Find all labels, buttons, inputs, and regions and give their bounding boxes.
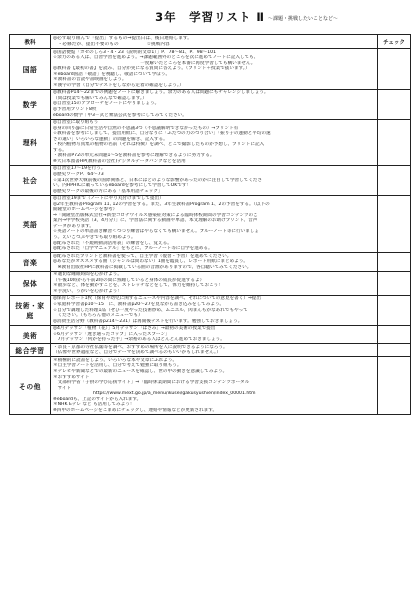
check-cell[interactable] (378, 165, 411, 195)
task-list (51, 295, 378, 325)
subject-name: 総合学習 (10, 344, 51, 357)
task-list (51, 271, 378, 295)
subject-row (10, 89, 411, 119)
subject-row (10, 119, 411, 165)
subject-name: 保体 (10, 271, 51, 295)
subject-row (10, 195, 411, 252)
task-line: ☆第1次世界大戦前後の国際関係と、日本にはどのような影響があったのかに注目して学習してくださ (53, 177, 263, 183)
check-cell[interactable] (378, 119, 411, 165)
task-line: ☆英語ノートの単語書き練習＜つづり練習はやらなくても構いません。ブルーノート等に行いましょ (53, 229, 259, 235)
task-line: ◎自習室15のアプローチをノートにやりましょう。 (53, 101, 160, 107)
task-line: ※eboardも、上記のサイトから入れます。 (53, 396, 142, 402)
task-line: ◎自習室19まで（ノートにやり丸付けまでして提出） (53, 196, 164, 202)
task-line: ◎自習室に取り組もう (53, 120, 99, 126)
task-line: ＊eboard国語「敬語」を視聴し、敬語について学ぼう。 (53, 71, 171, 77)
task-list (51, 89, 378, 119)
subject-name: 国語 (10, 49, 51, 90)
task-line: ◎歴史ワークP．64～73 (53, 171, 104, 177)
task-line: する。 (53, 147, 67, 153)
subject-name: その他 (10, 357, 51, 414)
task-line: サイト (53, 385, 72, 391)
subject-row (10, 344, 411, 357)
subject-name: 英語 (10, 195, 51, 252)
task-line: ◎教科書P14～22までの例題をノートに解きましょう。余力のある人は問題にもチャレンジしましょう。 (53, 90, 269, 96)
task-line: （仏像や世界遺産など、自分でテーマを決めて調べるのもいいかもしれません。） (53, 350, 221, 356)
task-list (51, 344, 378, 357)
check-cell[interactable] (378, 253, 411, 272)
header-row (10, 35, 411, 49)
subject-name: 理科 (10, 119, 51, 165)
task-line: ◎教科書【最初の書】を読み、自分が実になる質問に答えよう。（プリント＋授業で扱います。） (53, 66, 250, 72)
task-list (51, 195, 378, 252)
task-line: 一度解いたところを本番に再度学習しても構いません。 (53, 60, 256, 66)
task-line: ☆余力のある人は、自習学習を進めよう。→課題範囲外のところを次に進めてノートに記入しても、 (53, 55, 259, 61)
task-line: ☆自分で調理した料理1品（ぜひ一度やった技術炒め、ムニエル、肉まんもがなあれでもやって (53, 307, 248, 313)
task-list (51, 357, 378, 414)
task-line: データがあります。 (53, 223, 94, 229)
subject-row (10, 165, 411, 195)
check-cell[interactable] (378, 344, 411, 357)
task-line: 開隆堂のホームページを参考） (53, 207, 118, 213)
task-line: https://www.mext.go.jp/a_menu/ikusei/gakusyushien/index_00001.htm (93, 391, 256, 397)
task-list (51, 325, 378, 344)
task-line: い。内HPHICに載っているeboardを参考にして学習してOKです！ (53, 183, 192, 189)
check-cell[interactable] (378, 357, 411, 414)
task-line: ・校内植物写真集の植物の名前（それは特徴）を調べ、どこで撮影したものか予想し、プリントに記入 (53, 142, 265, 148)
page-subtitle: ～課題・挑戦したいことなど～ (268, 16, 339, 22)
task-list (51, 165, 378, 195)
subject-row (10, 295, 411, 325)
task-line: ◎2年生教科書Program 11, 12の学習をする。また、3年生教科書Program 1、2の予習をする。（以下の (53, 201, 270, 207)
task-line: ☆教科書を参考にしまして、提出用紙に、自分なりに「ふたつの力のつり合い」「振り子の運動と平均の速 (53, 131, 271, 137)
task-line: ◎身の回り@に日常生活や自然の不思議3つ（不思議解明できなかったもの）→プリント有 (53, 125, 239, 131)
legend-line: ・必修だが、提出不要のもの ☆挑戦内容 (53, 41, 170, 47)
task-line: ＊積極的に読書をしよう。いろいろな本や文章にふれよう。 (53, 357, 178, 363)
task-line: ◎予習用プリント8枚 (53, 106, 97, 112)
task-line: eboardの数学｜中3－式と乗法公式を参考にしてみてください。 (53, 112, 187, 118)
task-line: ＊適切な睡眠時間を心がけよう。 (53, 272, 122, 278)
task-line: ＊自主学習ノートを活用し、自分で考えて勉強に取り組もう。 (53, 363, 182, 369)
task-line: ☆家庭科学習書p10～15 に、教科書p20～27を見ながら書き込みをしてみよう。 (53, 302, 225, 308)
task-line: ◎配布された「自学マニュアル」をもとに、ブルーノート等に自学を進める。 (53, 246, 213, 252)
subject-name: 社会 (10, 165, 51, 195)
subject-row (10, 325, 411, 344)
check-cell[interactable] (378, 295, 411, 325)
page-title: 3年 学習リスト Ⅱ (155, 10, 265, 24)
task-line: 案内→中学校英語（3，4月分）」に、学習法に関する動画や単語、本文理解のお助けプリント、音声 (53, 218, 258, 224)
subject-row (10, 49, 411, 90)
subject-name: 美術 (10, 325, 51, 344)
task-line: 7月デッサン「何かを持った手」→余裕のある人はどんどん進めておきましょう。 (53, 337, 225, 343)
task-line: ◎歴史ワークの最後の方にある「基本用語チェック」 (53, 188, 163, 194)
subject-row (10, 357, 411, 414)
task-line: ＊漢字の学習（自分でテストをしながら定着の確認をしよう。） (53, 82, 184, 88)
task-line: ◎保育レポート1枚（保育や幼児に関するニュースや内容を調べ、それについての意見を書く）⇒提出 (53, 296, 261, 302)
legend-line: ◎必ず取り組んで「提出」するもの⇒提出日は、後日連絡します。 (53, 35, 192, 41)
check-cell[interactable] (378, 195, 411, 252)
task-line: ＊NHK Eテレ など も活用してみよう！ (53, 402, 135, 408)
check-cell[interactable] (378, 89, 411, 119)
check-cell[interactable] (378, 325, 411, 344)
task-list (51, 119, 378, 165)
task-line: ＊おすすめサイト (53, 374, 90, 380)
check-cell[interactable] (378, 49, 411, 90)
task-line: ・教科書P72の単元末問題1～5を教科書を参考に理解できるように努力する。 (53, 153, 215, 159)
subject-column-header: 教科 (10, 35, 51, 49)
legend-header (51, 35, 378, 49)
task-line: ◎自習室17～19を行う。 (53, 166, 106, 172)
task-line: ＊テレビや新聞などでの最新のニュースを確認し、世の中の動きを意識してみよう。 (53, 369, 228, 375)
task-line: ◎配布されたプリントと教科書を使って、自主学習（復習・予習）を進めてください。 (53, 253, 232, 259)
check-cell[interactable] (378, 271, 411, 295)
subject-name: 数学 (10, 89, 51, 119)
task-line: ＊手洗い、うがいを心がけよう！ (53, 288, 122, 294)
task-line: う。えいごつぶやきでも取り組めよう。 (53, 235, 136, 240)
task-line: ◎あなたがオススメする曲（ジャンルは問わない）1曲を鑑賞し、レポート用紙にまとめよう。 (53, 259, 249, 265)
task-list (51, 253, 378, 272)
task-line: ・奈良・京都の寺社仏閣等を調べ、おすすめの場所を人に説明できるようになろう。 (53, 344, 228, 350)
task-line: （午後10時から午前2時の間に熟睡していると身体の成長が促進するよ） (53, 277, 205, 283)
task-line: ※教育出版社HPに教科書に掲載している曲の音源がありますので、各自聴いてみてください。 (53, 264, 252, 270)
task-line: （問は授業でも解いてみんなで確認します。） (53, 95, 147, 101)
task-line: ⇒「開隆堂出版株式会社→新型コロナウイルス感染症対策による臨時休校期間の学習コンテンツのご (53, 212, 258, 218)
task-line: 文部科学省「子供の学び応援サイト」⇒「臨時休業期間における学習支援コンテンツポータル (53, 380, 250, 386)
check-column-header: チェック (378, 35, 411, 49)
task-line: さの違い」いろいろな運動」の問題を解き、記入する。 (53, 136, 168, 142)
task-line: ◎4月デッサン「植物（花）」5月デッサン「はさみ」→最初の美術の授業で提出 (53, 326, 216, 332)
task-line: ◎消費生活分野（教科書p214～231）は再開後テストを行います。勉強しておきましょう。 (53, 318, 243, 324)
study-list-table (9, 34, 411, 415)
task-list (51, 49, 378, 90)
task-line: ☆6月デッサン「透き通ったコップ」に入ったスプーン」 (53, 331, 170, 337)
task-line: ＊教科書の音読や書映画をしよう。 (53, 77, 127, 83)
subject-name: 音楽 (10, 253, 51, 272)
task-line: ください。（もちろん他のメニューでも） (53, 313, 143, 319)
subject-row (10, 271, 411, 295)
task-line: ◎配布された「不規則動詞活用表」の練習をし、覚える。 (53, 240, 172, 246)
task-line: ＊散歩など、体を動かすことを、ストレッチなどをして、体力を維持しておこう！ (53, 283, 223, 289)
task-line: ◎国語便覧「カゼのしろ3・4・23（説明的文章1）」P．78～81、P．98～101 (53, 49, 217, 55)
subject-name: 技術・家庭 (10, 295, 51, 325)
task-line: ※大日本図書HP(教科書の会社)デジタルデータバンクなどを活用 (53, 158, 186, 164)
subject-row (10, 253, 411, 272)
task-line: ※四中のホームページをこまめにチェックし、連絡や情報などが更新されます。 (53, 407, 218, 413)
